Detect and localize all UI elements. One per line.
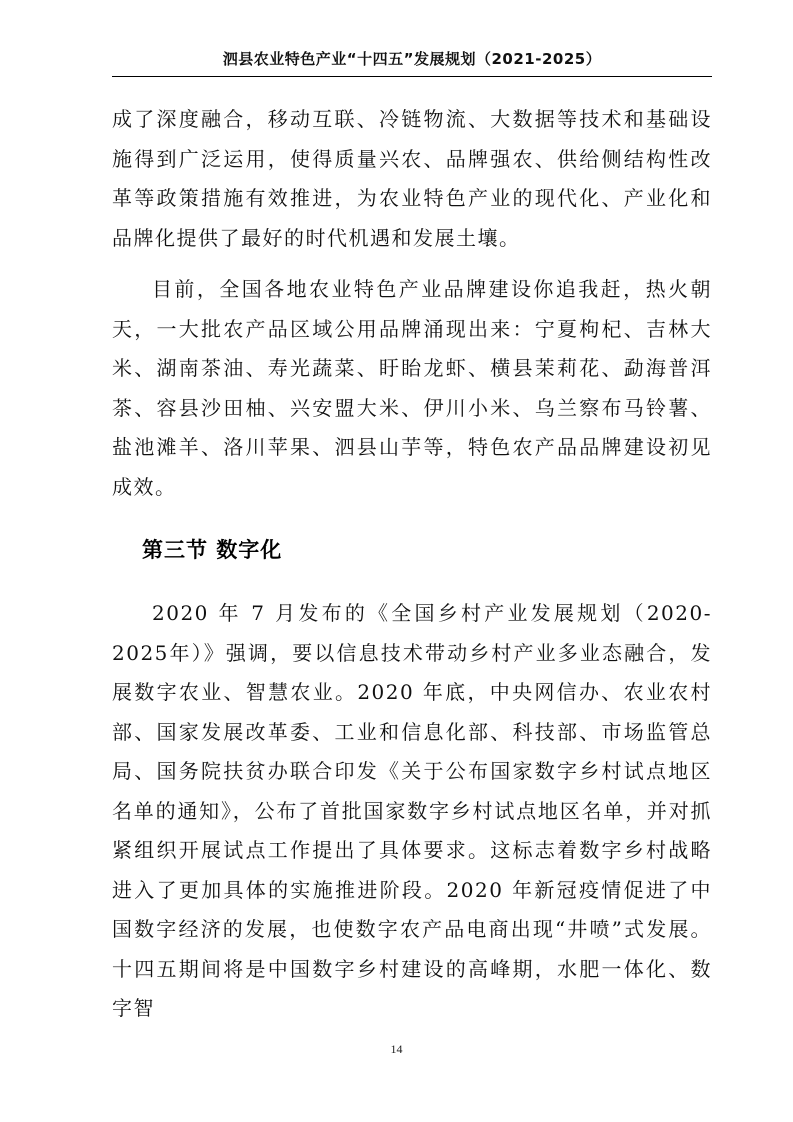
paragraph-brands: 目前，全国各地农业特色产业品牌建设你追我赶，热火朝天，一大批农产品区域公用品牌涌现出来：宁夏枸杞、吉林大米、湖南茶油、寿光蔬菜、盱眙龙虾、横县茉莉花、勐海普洱茶、容县沙田柚、兴安盟大米、伊川小米、乌兰察布马铃薯、盐池滩羊、洛川苹果、泗县山芋等，特色农产品品牌建设初见成效。 <box>112 277 712 499</box>
section-heading: 第三节 数字化 <box>142 538 283 562</box>
header-divider <box>112 76 712 77</box>
paragraph-continued: 成了深度融合，移动互联、冷链物流、大数据等技术和基础设施得到广泛运用，使得质量兴农、品牌强农、供给侧结构性改革等政策措施有效推进，为农业特色产业的现代化、产业化和品牌化提供了最好的时代机遇和发展土壤。 <box>112 107 712 250</box>
page-number: 14 <box>390 1042 403 1056</box>
running-header: 泗县农业特色产业“十四五”发展规划（2021-2025） <box>222 50 602 68</box>
paragraph-digitalization: 2020 年 7 月发布的《全国乡村产业发展规划（2020-2025年）》强调，要以信息技术带动乡村产业多业态融合，发展数字农业、智慧农业。2020 年底，中央网信办、农业农村部、国家发展改革委、工业和信息化部、科技部、市场监管总局、国务院扶贫办联合印发《关于公布国家数字乡村试点地区名单的通知》，公布了首批国家数字乡村试点地区名单，并对抓紧组织开展试点工作提出了具体要求。这标志着数字乡村战略进入了更加具体的实施推进阶段。2020 年新冠疫情促进了中国数字经济的发展，也使数字农产品电商出现“井喷”式发展。十四五期间将是中国数字乡村建设的高峰期，水肥一体化、数字智 <box>112 601 712 1020</box>
